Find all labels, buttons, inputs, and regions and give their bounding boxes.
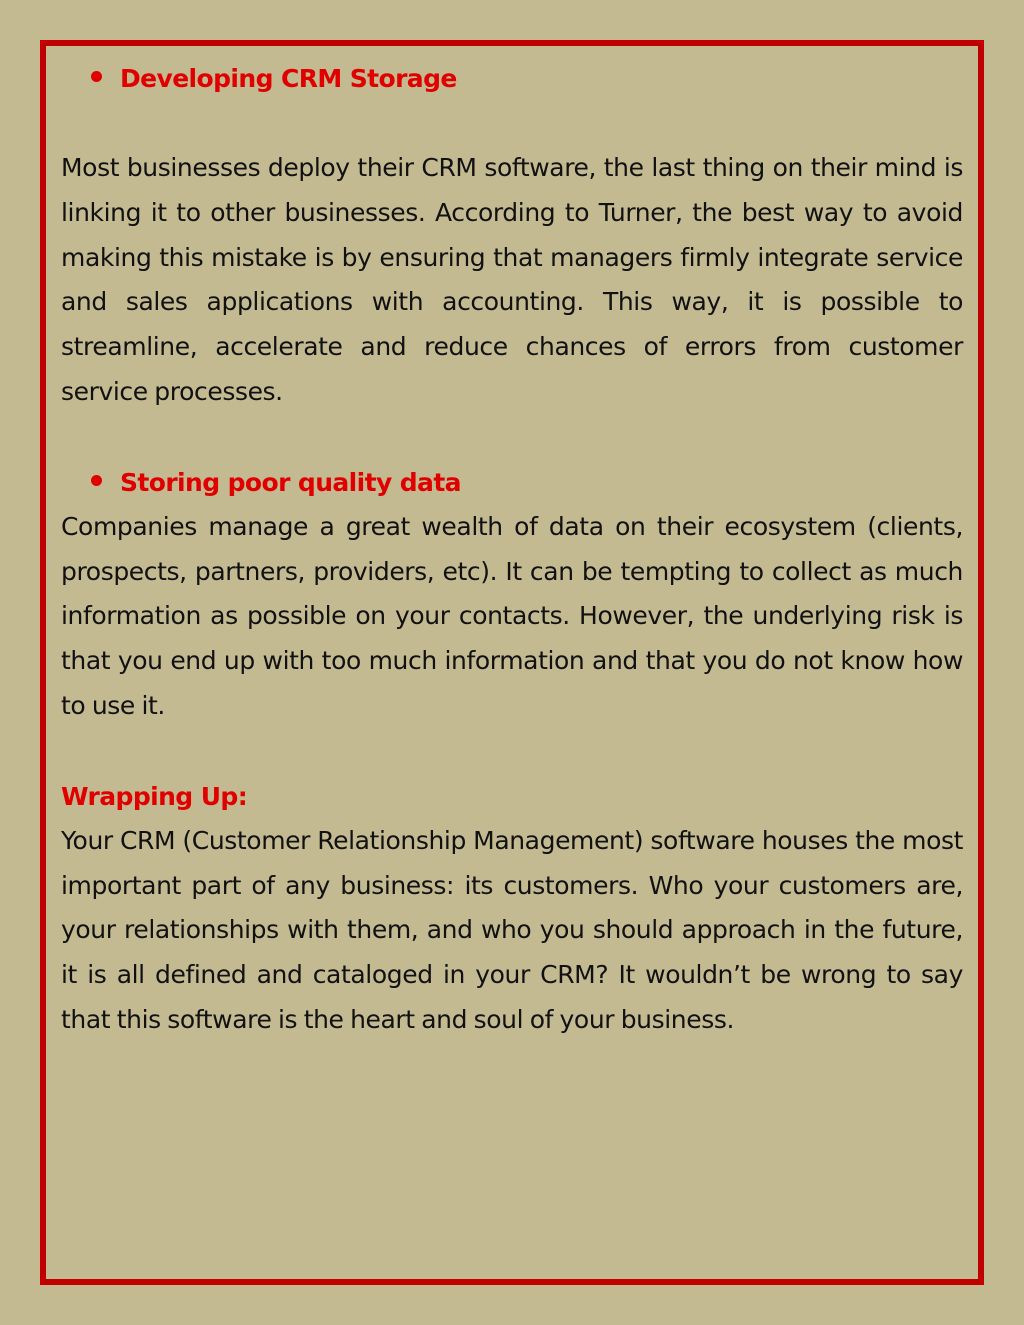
section-heading-storing-poor-quality-data (91, 460, 963, 505)
document-content (61, 56, 963, 1043)
spacer (61, 729, 963, 774)
spacer (61, 415, 963, 460)
wrapping-up-heading: Wrapping Up: (61, 781, 248, 811)
section-heading-text: Storing poor quality data (120, 467, 461, 497)
section-heading-developing-crm-storage (91, 56, 963, 101)
spacer (61, 101, 963, 146)
section-heading-text: Developing CRM Storage (120, 64, 457, 93)
section-paragraph-storing-poor-quality-data: Companies manage a great wealth of data on their ecosystem (clients, prospects, partners, providers, etc). It can be tempting to collect as much information as possible on your contacts. However, the underlying risk is that you end up with too much information and that you do not know how to use it. (61, 511, 963, 720)
wrapping-up-paragraph: Your CRM (Customer Relationship Management) software houses the most important part of any business: its customers. Who your customers are, your relationships with them, and who you should approach in the future, it is all defined and cataloged in your CRM? It wouldn’t be wrong to say that this software is the heart and soul of your business. (61, 825, 963, 1034)
bullet-icon (91, 71, 102, 82)
section-paragraph-developing-crm-storage: Most businesses deploy their CRM software, the last thing on their mind is linking it to other businesses. According to Turner, the best way to avoid making this mistake is by ensuring that managers firmly integrate service and sales applications with accounting. This way, it is possible to streamline, accelerate and reduce chances of errors from customer service processes. (61, 153, 963, 406)
bullet-icon (91, 475, 102, 486)
